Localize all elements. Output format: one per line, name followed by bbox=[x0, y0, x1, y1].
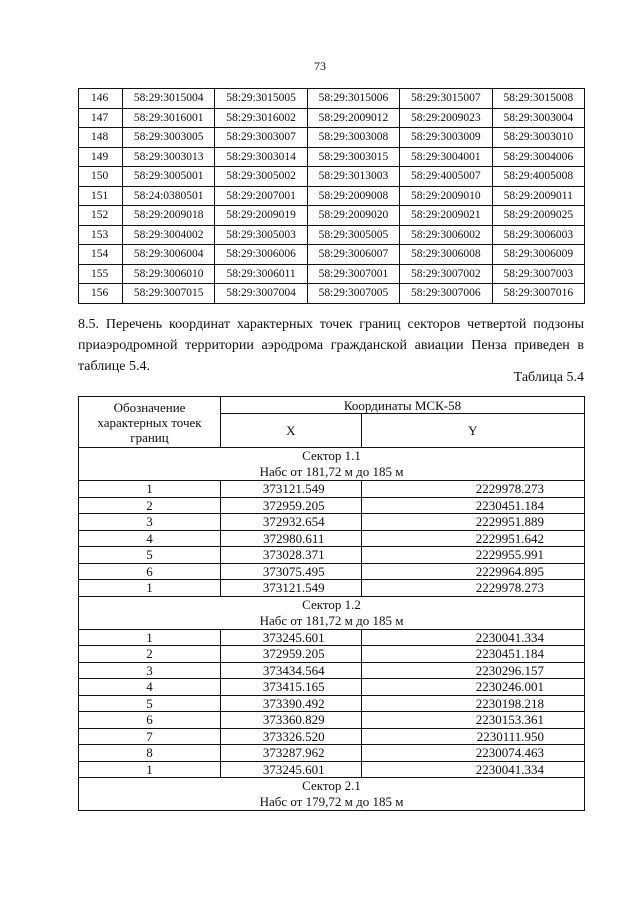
sector-header-row bbox=[79, 448, 585, 481]
coord-x: 372932.654 bbox=[221, 514, 362, 531]
coord-y: 2230246.001 bbox=[361, 679, 584, 696]
section-paragraph: 8.5. Перечень координат характерных точек границ секторов четвертой подзоны приаэродромной территории аэродрома гражданской авиации Пенза приведен в таблице 5.4. bbox=[78, 317, 584, 374]
cadastral-number: 58:29:3003009 bbox=[400, 128, 492, 148]
coord-x: 373245.601 bbox=[221, 629, 362, 646]
header-point-designation: Обозначение характерных точек границ bbox=[79, 397, 221, 448]
point-number: 6 bbox=[79, 563, 221, 580]
row-number: 152 bbox=[79, 206, 123, 226]
table-row bbox=[79, 563, 585, 580]
sector-name: Сектор 2.1 bbox=[302, 778, 361, 793]
cadastral-number: 58:29:4005008 bbox=[492, 167, 584, 187]
cadastral-number: 58:29:3003013 bbox=[123, 147, 215, 167]
row-number: 156 bbox=[79, 284, 123, 304]
header-y: Y bbox=[361, 414, 584, 448]
cadastral-number: 58:29:3006007 bbox=[307, 245, 399, 265]
point-number: 1 bbox=[79, 580, 221, 597]
cadastral-number: 58:29:3007005 bbox=[307, 284, 399, 304]
coord-y: 2230111.950 bbox=[361, 728, 584, 745]
coord-x: 373326.520 bbox=[221, 728, 362, 745]
cadastral-number: 58:29:2009018 bbox=[123, 206, 215, 226]
row-number: 148 bbox=[79, 128, 123, 148]
table-row bbox=[79, 147, 585, 167]
coord-y: 2230041.334 bbox=[361, 761, 584, 778]
cadastral-number: 58:29:3005005 bbox=[307, 225, 399, 245]
cadastral-number: 58:29:4005007 bbox=[400, 167, 492, 187]
point-number: 4 bbox=[79, 679, 221, 696]
cadastral-number: 58:29:3007004 bbox=[215, 284, 307, 304]
cadastral-number: 58:29:3015008 bbox=[492, 89, 584, 109]
coord-y: 2229951.889 bbox=[361, 514, 584, 531]
cadastral-number: 58:29:3007015 bbox=[123, 284, 215, 304]
table-row bbox=[79, 662, 585, 679]
cadastral-number: 58:29:3007006 bbox=[400, 284, 492, 304]
cadastral-number: 58:29:2007001 bbox=[215, 186, 307, 206]
coord-y: 2230296.157 bbox=[361, 662, 584, 679]
coord-x: 373415.165 bbox=[221, 679, 362, 696]
table-row bbox=[79, 481, 585, 498]
cadastral-number: 58:29:3006011 bbox=[215, 264, 307, 284]
table-row bbox=[79, 580, 585, 597]
cadastral-number: 58:29:3006003 bbox=[492, 225, 584, 245]
cadastral-number: 58:29:2009025 bbox=[492, 206, 584, 226]
coord-y: 2229964.895 bbox=[361, 563, 584, 580]
cadastral-number: 58:29:3003015 bbox=[307, 147, 399, 167]
cadastral-number: 58:29:3004001 bbox=[400, 147, 492, 167]
cadastral-number: 58:29:3016002 bbox=[215, 108, 307, 128]
cadastral-number: 58:29:3003014 bbox=[215, 147, 307, 167]
cadastral-number: 58:29:3003005 bbox=[123, 128, 215, 148]
cadastral-number: 58:29:3006002 bbox=[400, 225, 492, 245]
table-row bbox=[79, 712, 585, 729]
cadastral-number: 58:29:2009019 bbox=[215, 206, 307, 226]
table-row bbox=[79, 89, 585, 109]
point-number: 2 bbox=[79, 497, 221, 514]
cadastral-number: 58:29:3003008 bbox=[307, 128, 399, 148]
row-number: 150 bbox=[79, 167, 123, 187]
point-number: 4 bbox=[79, 530, 221, 547]
point-number: 1 bbox=[79, 761, 221, 778]
point-number: 1 bbox=[79, 481, 221, 498]
cadastral-number: 58:29:3015004 bbox=[123, 89, 215, 109]
coord-x: 372980.611 bbox=[221, 530, 362, 547]
coord-x: 372959.205 bbox=[221, 646, 362, 663]
sector-name: Сектор 1.2 bbox=[302, 596, 361, 612]
point-number: 5 bbox=[79, 695, 221, 712]
row-number: 153 bbox=[79, 225, 123, 245]
cadastral-number: 58:29:3005002 bbox=[215, 167, 307, 187]
cadastral-number: 58:24:0380501 bbox=[123, 186, 215, 206]
coord-y: 2230451.184 bbox=[361, 497, 584, 514]
sector-height: Набс от 179,72 м до 185 м bbox=[259, 794, 404, 809]
row-number: 146 bbox=[79, 89, 123, 109]
header-x: X bbox=[221, 414, 362, 448]
table-row bbox=[79, 497, 585, 514]
cadastral-number: 58:29:3007003 bbox=[492, 264, 584, 284]
point-number: 5 bbox=[79, 547, 221, 564]
point-number: 1 bbox=[79, 629, 221, 646]
cadastral-number: 58:29:3003004 bbox=[492, 108, 584, 128]
cadastral-number: 58:29:3003007 bbox=[215, 128, 307, 148]
point-number: 3 bbox=[79, 662, 221, 679]
cadastral-number: 58:29:2009011 bbox=[492, 186, 584, 206]
coord-y: 2230074.463 bbox=[361, 745, 584, 762]
row-number: 155 bbox=[79, 264, 123, 284]
sector-header bbox=[79, 448, 585, 481]
cadastral-number: 58:29:2009023 bbox=[400, 108, 492, 128]
table-row bbox=[79, 514, 585, 531]
cadastral-number: 58:29:2009021 bbox=[400, 206, 492, 226]
table-row bbox=[79, 695, 585, 712]
cadastral-number: 58:29:3015007 bbox=[400, 89, 492, 109]
table-row bbox=[79, 264, 585, 284]
row-number: 151 bbox=[79, 186, 123, 206]
coord-y: 2229978.273 bbox=[361, 580, 584, 597]
coord-x: 373075.495 bbox=[221, 563, 362, 580]
row-number: 147 bbox=[79, 108, 123, 128]
cadastral-number: 58:29:3005003 bbox=[215, 225, 307, 245]
cadastral-number: 58:29:3007002 bbox=[400, 264, 492, 284]
table-row bbox=[79, 629, 585, 646]
cadastral-table bbox=[78, 88, 585, 304]
coord-y: 2229978.273 bbox=[361, 481, 584, 498]
page-number: 73 bbox=[314, 59, 326, 73]
table-label: Таблица 5.4 bbox=[513, 370, 584, 385]
coord-y: 2230153.361 bbox=[361, 712, 584, 729]
point-number: 3 bbox=[79, 514, 221, 531]
coord-x: 373245.601 bbox=[221, 761, 362, 778]
cadastral-number: 58:29:3016001 bbox=[123, 108, 215, 128]
cadastral-number: 58:29:3006006 bbox=[215, 245, 307, 265]
cadastral-number: 58:29:3013003 bbox=[307, 167, 399, 187]
point-number: 7 bbox=[79, 728, 221, 745]
table-row bbox=[79, 679, 585, 696]
sector-height: Набс от 181,72 м до 185 м bbox=[259, 464, 404, 479]
cadastral-number: 58:29:3006008 bbox=[400, 245, 492, 265]
row-number: 154 bbox=[79, 245, 123, 265]
table-row bbox=[79, 646, 585, 663]
cadastral-number: 58:29:3006004 bbox=[123, 245, 215, 265]
table-row bbox=[79, 108, 585, 128]
cadastral-number: 58:29:2009012 bbox=[307, 108, 399, 128]
sector-header-row bbox=[79, 778, 585, 811]
table-row bbox=[79, 284, 585, 304]
sector-header-row bbox=[79, 596, 585, 629]
cadastral-number: 58:29:3005001 bbox=[123, 167, 215, 187]
table-row bbox=[79, 128, 585, 148]
coord-x: 373121.549 bbox=[221, 481, 362, 498]
table-row bbox=[79, 225, 585, 245]
table-row bbox=[79, 761, 585, 778]
row-number: 149 bbox=[79, 147, 123, 167]
cadastral-number: 58:29:2009008 bbox=[307, 186, 399, 206]
cadastral-number: 58:29:3007016 bbox=[492, 284, 584, 304]
sector-name: Сектор 1.1 bbox=[302, 448, 361, 463]
coord-y: 2230041.334 bbox=[361, 629, 584, 646]
coordinates-table bbox=[78, 396, 585, 811]
coord-x: 373434.564 bbox=[221, 662, 362, 679]
sector-header bbox=[79, 778, 585, 811]
table-row bbox=[79, 745, 585, 762]
coord-x: 373390.492 bbox=[221, 695, 362, 712]
header-coordinates: Координаты МСК-58 bbox=[221, 397, 585, 414]
table-row bbox=[79, 206, 585, 226]
coord-x: 373360.829 bbox=[221, 712, 362, 729]
cadastral-number: 58:29:3003010 bbox=[492, 128, 584, 148]
coord-x: 373121.549 bbox=[221, 580, 362, 597]
point-number: 2 bbox=[79, 646, 221, 663]
coord-x: 373028.371 bbox=[221, 547, 362, 564]
table-row bbox=[79, 186, 585, 206]
cadastral-number: 58:29:3004006 bbox=[492, 147, 584, 167]
point-number: 6 bbox=[79, 712, 221, 729]
coord-y: 2230451.184 bbox=[361, 646, 584, 663]
cadastral-number: 58:29:3007001 bbox=[307, 264, 399, 284]
coord-x: 372959.205 bbox=[221, 497, 362, 514]
coord-y: 2230198.218 bbox=[361, 695, 584, 712]
coord-x: 373287.962 bbox=[221, 745, 362, 762]
table-row bbox=[79, 728, 585, 745]
cadastral-number: 58:29:3006010 bbox=[123, 264, 215, 284]
cadastral-number: 58:29:3006009 bbox=[492, 245, 584, 265]
table-row bbox=[79, 245, 585, 265]
cadastral-number: 58:29:2009020 bbox=[307, 206, 399, 226]
sector-header bbox=[79, 596, 585, 629]
coord-y: 2229955.991 bbox=[361, 547, 584, 564]
table-row bbox=[79, 547, 585, 564]
point-number: 8 bbox=[79, 745, 221, 762]
table-row bbox=[79, 530, 585, 547]
coord-y: 2229951.642 bbox=[361, 530, 584, 547]
table-row bbox=[79, 167, 585, 187]
sector-height: Набс от 181,72 м до 185 м bbox=[259, 612, 404, 628]
cadastral-number: 58:29:3004002 bbox=[123, 225, 215, 245]
cadastral-number: 58:29:3015005 bbox=[215, 89, 307, 109]
cadastral-number: 58:29:2009010 bbox=[400, 186, 492, 206]
cadastral-number: 58:29:3015006 bbox=[307, 89, 399, 109]
